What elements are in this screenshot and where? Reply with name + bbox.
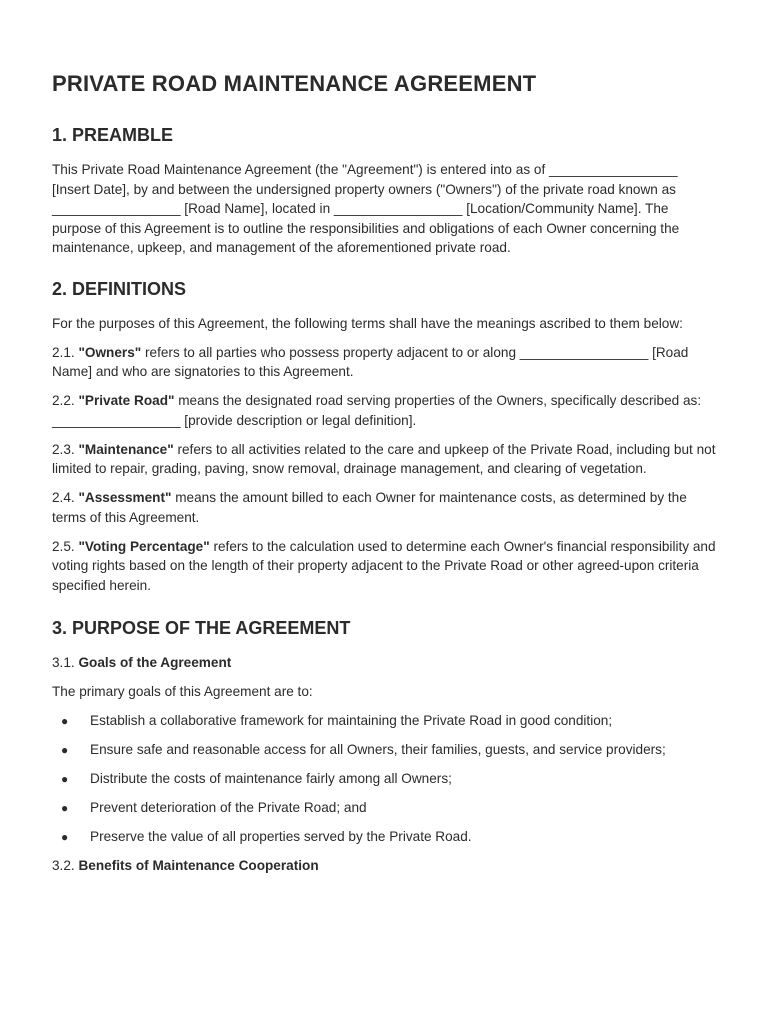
purpose-section	[52, 618, 718, 876]
definition-number: 2.2.	[52, 393, 79, 408]
list-item	[52, 740, 718, 760]
definition-text: means the amount billed to each Owner for maintenance costs, as determined by the terms of this Agreement.	[52, 490, 687, 525]
definition-item	[52, 537, 718, 596]
bullet-icon: ●	[61, 801, 69, 815]
definitions-section	[52, 279, 718, 596]
subsection-heading	[52, 653, 718, 673]
definition-text: refers to the calculation used to determine each Owner's financial responsibility and voting rights based on the length of their property adjacent to the Private Road or other agreed-upon criteria specified herein.	[52, 538, 716, 593]
preamble-heading: 1. PREAMBLE	[52, 125, 174, 145]
document-title: PRIVATE ROAD MAINTENANCE AGREEMENT	[52, 71, 537, 96]
definition-number: 2.4.	[52, 490, 79, 505]
goal-text: Distribute the costs of maintenance fairly among all Owners;	[90, 771, 452, 786]
goal-text: Prevent deterioration of the Private Road; and	[90, 800, 367, 815]
preamble-section	[52, 125, 718, 258]
list-item	[52, 769, 718, 789]
definition-number: 2.1.	[52, 344, 79, 360]
subsection-title: Benefits of Maintenance Cooperation	[78, 858, 319, 873]
bullet-icon: ●	[61, 743, 69, 757]
definition-text: refers to all parties who possess property adjacent to or along _________________ [Road Name] and who are signatories to this Agreement.	[52, 344, 689, 379]
definition-term: "Private Road"	[78, 393, 175, 408]
definition-number: 2.3.	[52, 441, 79, 457]
list-item	[52, 798, 718, 818]
list-item	[52, 711, 718, 731]
definition-item	[52, 440, 718, 479]
goal-text: Ensure safe and reasonable access for all Owners, their families, guests, and service providers;	[90, 742, 666, 757]
goals-intro: The primary goals of this Agreement are to:	[52, 684, 313, 699]
goal-text: Preserve the value of all properties served by the Private Road.	[90, 829, 472, 844]
definitions-heading: 2. DEFINITIONS	[52, 278, 187, 299]
subsection-number: 3.2.	[52, 858, 79, 873]
definition-text: means the designated road serving properties of the Owners, specifically described as: _________________ [provide description or legal definition].	[52, 393, 702, 428]
definition-term: "Maintenance"	[78, 441, 174, 457]
purpose-heading: 3. PURPOSE OF THE AGREEMENT	[52, 618, 351, 638]
bullet-icon: ●	[61, 772, 69, 786]
definition-number: 2.5.	[52, 538, 79, 554]
definition-item	[52, 343, 718, 382]
definition-term: "Voting Percentage"	[78, 538, 210, 554]
definition-item	[52, 391, 718, 430]
definition-item	[52, 488, 718, 527]
bullet-icon: ●	[61, 714, 69, 728]
goal-text: Establish a collaborative framework for maintaining the Private Road in good condition;	[90, 713, 613, 728]
definition-term: "Owners"	[78, 344, 142, 360]
preamble-text: This Private Road Maintenance Agreement (the "Agreement") is entered into as of _________________ [Insert Date], by and between the undersigned property owners ("Owners") of the private road known as _________________ [Road Name], located in _________________ [Location/Community Name]. The purpose of this Agreement is to outline the responsibilities and obligations of each Owner concerning the maintenance, upkeep, and management of the aforementioned private road.	[52, 162, 680, 255]
definitions-intro: For the purposes of this Agreement, the following terms shall have the meanings ascribed to them below:	[52, 315, 683, 331]
subsection-number: 3.1.	[52, 655, 79, 670]
list-item	[52, 827, 718, 847]
bullet-icon: ●	[61, 830, 69, 844]
definition-term: "Assessment"	[78, 490, 172, 505]
goals-list	[52, 711, 718, 847]
definition-text: refers to all activities related to the care and upkeep of the Private Road, including but not limited to repair, grading, paving, snow removal, drainage management, and clearing of vegetation.	[52, 441, 716, 476]
subsection-title: Goals of the Agreement	[78, 655, 232, 670]
subsection-heading	[52, 856, 718, 876]
